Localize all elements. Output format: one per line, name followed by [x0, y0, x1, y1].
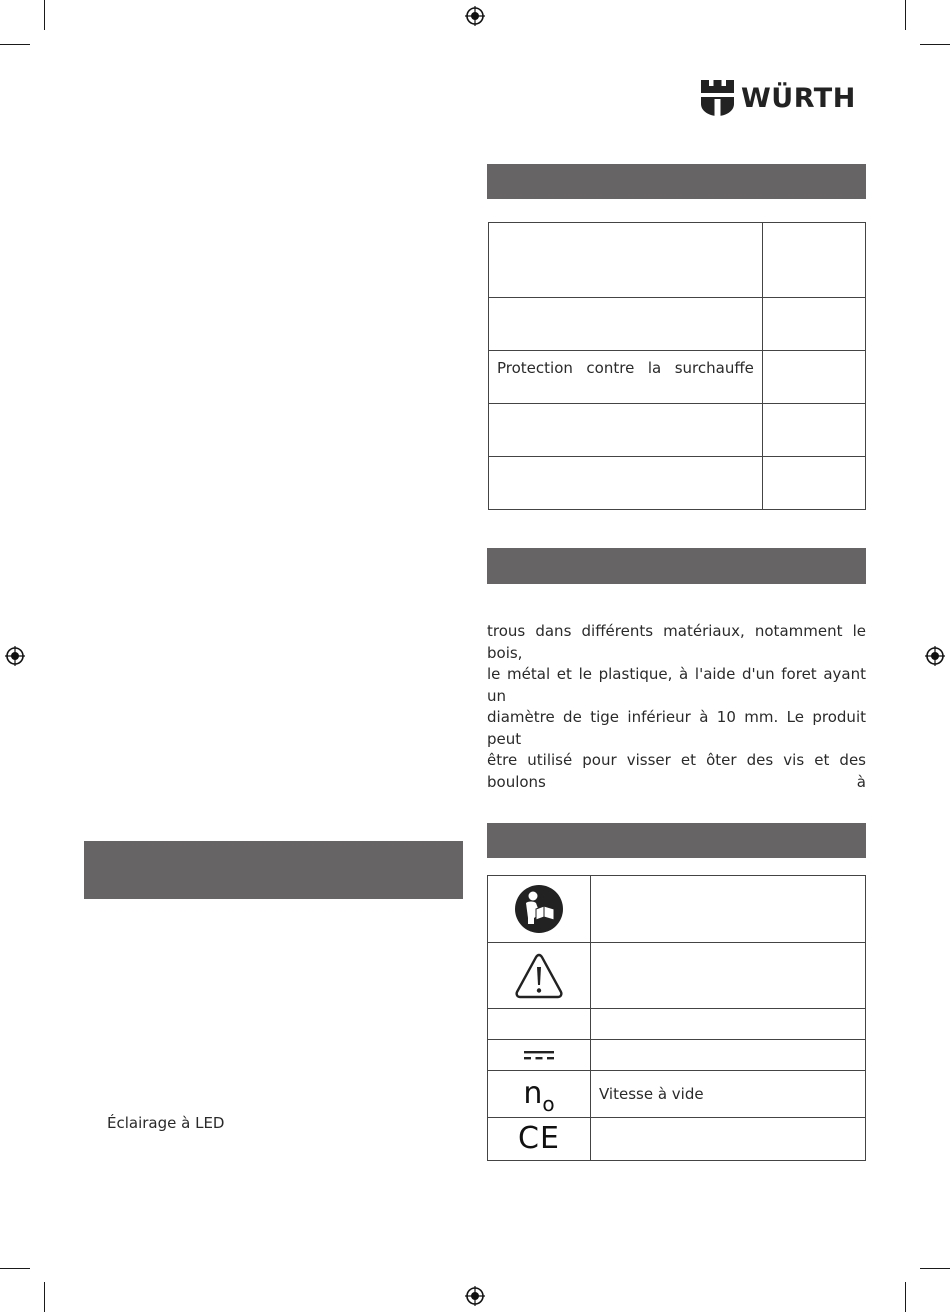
symbol-description [591, 1118, 866, 1161]
table-row [489, 351, 866, 404]
registration-mark-icon [5, 646, 25, 666]
spec-value [762, 351, 865, 404]
crop-mark [905, 1282, 906, 1312]
crop-mark [44, 1282, 45, 1312]
brand-name: WÜRTH [741, 83, 856, 114]
symbol-description [591, 943, 866, 1009]
spec-value [762, 457, 865, 510]
symbol-cell [488, 943, 591, 1009]
table-row [488, 943, 866, 1009]
symbols-table [487, 875, 866, 1161]
crop-mark [44, 0, 45, 30]
intended-use-paragraph [487, 621, 866, 793]
crop-mark [920, 1268, 950, 1269]
crop-mark [905, 0, 906, 30]
speed-glyph: n [523, 1076, 543, 1111]
warning-triangle-icon [514, 952, 564, 1000]
registration-mark-icon [925, 646, 945, 666]
table-row [489, 404, 866, 457]
spec-value [762, 298, 865, 351]
table-row [489, 298, 866, 351]
symbol-cell [488, 1040, 591, 1071]
spec-value [762, 404, 865, 457]
read-manual-icon [514, 884, 564, 934]
spec-label [489, 457, 763, 510]
table-row [488, 1040, 866, 1071]
section-header-bar [487, 548, 866, 584]
paragraph-line: le métal et le plastique, à l'aide d'un foret ayant un [487, 665, 866, 705]
section-header-bar [84, 841, 463, 899]
led-lighting-label: Éclairage à LED [107, 1114, 225, 1132]
spec-table [488, 222, 866, 510]
symbol-description [591, 1040, 866, 1071]
registration-mark-icon [465, 6, 485, 26]
section-header-bar [487, 823, 866, 858]
paragraph-line: être utilisé pour visser et ôter des vis et des boulons à [487, 751, 866, 791]
no-load-speed-icon [488, 1071, 591, 1118]
symbol-cell [488, 876, 591, 943]
table-row [488, 1118, 866, 1161]
section-header-bar [487, 164, 866, 199]
registration-mark-icon [465, 1286, 485, 1306]
symbol-description [591, 1009, 866, 1040]
paragraph-line: trous dans différents matériaux, notamment le bois, [487, 622, 866, 662]
crop-mark [0, 44, 30, 45]
spec-value [762, 223, 865, 298]
crop-mark [920, 44, 950, 45]
spec-label [489, 298, 763, 351]
brand-logo [701, 80, 867, 118]
ce-mark-icon [488, 1118, 591, 1161]
crop-mark [0, 1268, 30, 1269]
spec-label [489, 404, 763, 457]
direct-current-icon [524, 1048, 554, 1062]
paragraph-line: diamètre de tige inférieur à 10 mm. Le produit peut [487, 708, 866, 748]
speed-subscript: o [542, 1092, 555, 1116]
symbol-description [591, 876, 866, 943]
table-row [488, 876, 866, 943]
spec-label: Protection contre la surchauffe [489, 351, 763, 404]
symbol-cell [488, 1009, 591, 1040]
spec-label [489, 223, 763, 298]
symbol-description: Vitesse à vide [591, 1071, 866, 1118]
table-row [488, 1009, 866, 1040]
table-row [489, 223, 866, 298]
table-row [489, 457, 866, 510]
table-row [488, 1071, 866, 1118]
wurth-castle-icon [701, 80, 734, 116]
ce-glyph: CE [518, 1121, 560, 1156]
